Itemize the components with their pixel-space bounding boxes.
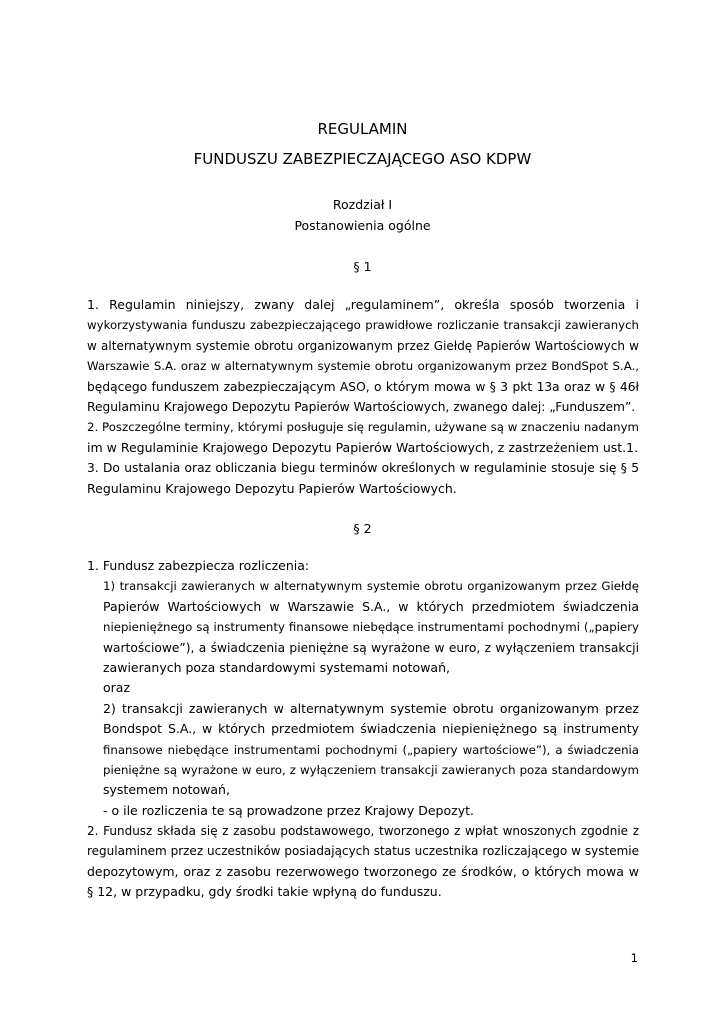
text-line: wykorzystywania funduszu zabezpieczającego prawidłowe rozliczanie transakcji zawieranych xyxy=(87,318,639,333)
list-item-line: 2) transakcji zawieranych w alternatywnym systemie obrotu organizowanym przez xyxy=(103,700,639,716)
text-line: Regulaminu Krajowego Depozytu Papierów Wartościowych. xyxy=(87,480,457,496)
section-1-heading: § 1 xyxy=(353,259,372,274)
text-line: regulaminem przez uczestników posiadających status uczestnika rozliczającego w systemie xyxy=(87,844,639,859)
document-subtitle: FUNDUSZU ZABEZPIECZAJĄCEGO ASO KDPW xyxy=(193,150,532,168)
list-item-line: oraz xyxy=(103,680,131,696)
text-line: 2. Fundusz składa się z zasobu podstawowego, tworzonego z wpłat wnoszonych zgodnie z xyxy=(87,824,639,839)
text-line: będącego funduszem zabezpieczającym ASO, o którym mowa w § 3 pkt 13a oraz w § 46ł xyxy=(87,379,639,394)
list-item-line: niepieniężnego są instrumenty finansowe niebędące instrumentami pochodnymi („papiery xyxy=(103,620,639,635)
text-line: 3. Do ustalania oraz obliczania biegu terminów określonych w regulaminie stosuje się § 5 xyxy=(87,461,639,476)
text-line: 1. Regulamin niniejszy, zwany dalej „regulaminem”, określa sposób tworzenia i xyxy=(87,297,639,312)
text-line: 2. Poszczególne terminy, którymi posługuje się regulamin, używane są w znaczeniu nadanym xyxy=(87,420,639,435)
chapter-number: Rozdział I xyxy=(332,197,393,212)
text-line: depozytowym, oraz z zasobu rezerwowego tworzonego ze środków, o których mowa w xyxy=(87,863,639,879)
text-line: § 12, w przypadku, gdy środki takie wpłyną do funduszu. xyxy=(87,884,442,900)
text-line: 1. Fundusz zabezpiecza rozliczenia: xyxy=(87,558,310,573)
text-line: Warszawie S.A. oraz w alternatywnym systemie obrotu organizowanym przez BondSpot S.A., xyxy=(87,359,639,374)
list-item-line: zawieranych poza standardowymi systemami notowań, xyxy=(103,659,450,675)
list-item-line: 1) transakcji zawieranych w alternatywnym systemie obrotu organizowanym przez Giełdę xyxy=(103,579,639,594)
chapter-name: Postanowienia ogólne xyxy=(294,218,431,233)
document-title: REGULAMIN xyxy=(317,120,408,138)
text-line: im w Regulaminie Krajowego Depozytu Papierów Wartościowych, z zastrzeżeniem ust.1. xyxy=(87,439,639,455)
list-item-line: Papierów Wartościowych w Warszawie S.A., w których przedmiotem świadczenia xyxy=(103,598,639,614)
text-line: Regulaminu Krajowego Depozytu Papierów Wartościowych, zwanego dalej: „Funduszem”. xyxy=(87,399,636,414)
list-item-line: systemem notowań, xyxy=(103,782,230,798)
list-item-line: pieniężne są wyrażone w euro, z wyłączeniem transakcji zawieranych poza standardowym xyxy=(103,762,639,777)
list-item-line: - o ile rozliczenia te są prowadzone przez Krajowy Depozyt. xyxy=(103,802,474,818)
list-item-line: wartościowe”), a świadczenia pieniężne są wyrażone w euro, z wyłączeniem transakcji xyxy=(103,640,639,655)
list-item-line: finansowe niebędące instrumentami pochodnymi („papiery wartościowe”), a świadczenia xyxy=(103,742,639,757)
section-2-heading: § 2 xyxy=(353,521,372,536)
section-1-body xyxy=(87,295,639,499)
section-2-body xyxy=(87,556,639,903)
text-line: w alternatywnym systemie obrotu organizowanym przez Giełdę Papierów Wartościowych w xyxy=(87,338,639,353)
page-number: 1 xyxy=(630,951,638,965)
list-item-line: Bondspot S.A., w których przedmiotem świadczenia niepieniężnego są instrumenty xyxy=(103,721,639,737)
